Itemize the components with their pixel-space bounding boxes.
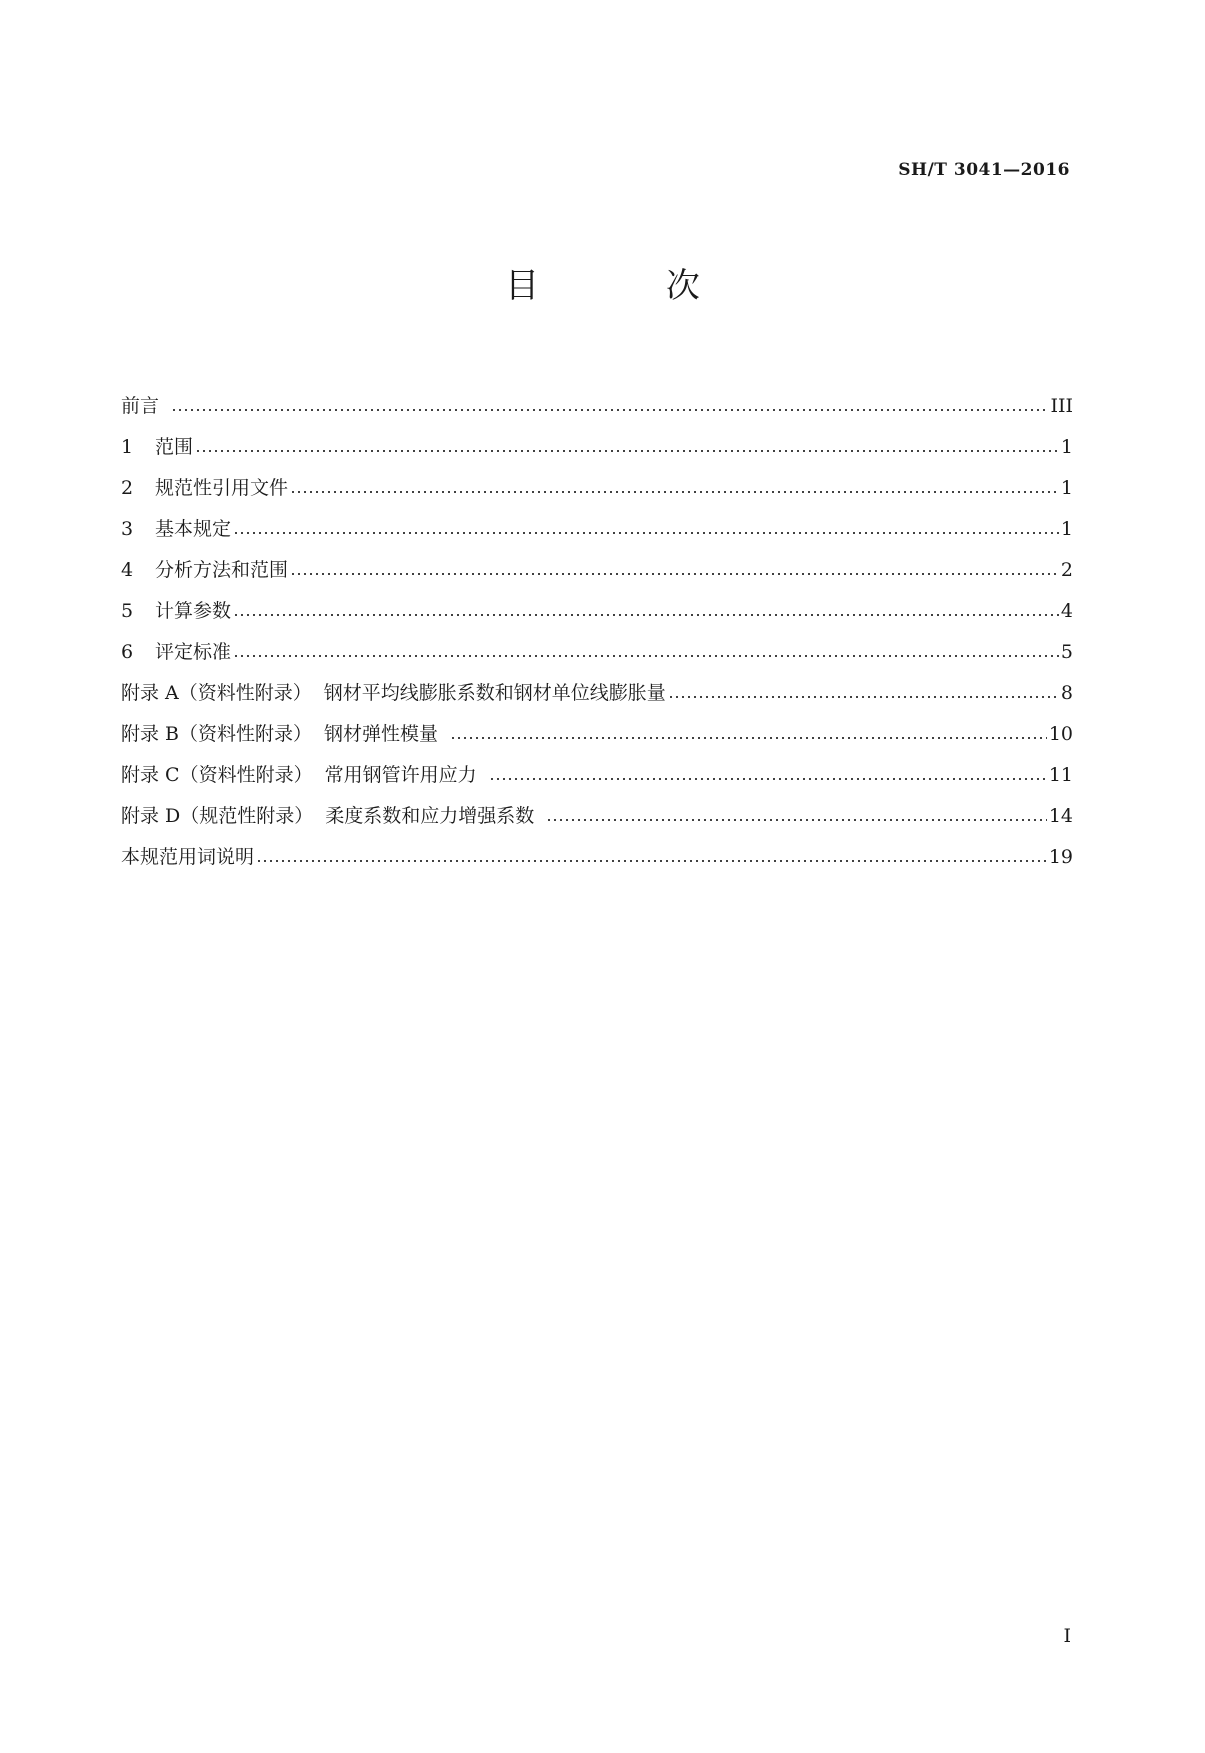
- toc-entry-wording-explanation[interactable]: [121, 837, 1073, 878]
- toc-entry-annex-label: 附录 A（资料性附录）: [121, 682, 312, 704]
- standard-code: SH/T 3041—2016: [898, 160, 1070, 180]
- toc-entry-annex-d[interactable]: [121, 796, 1073, 837]
- page-title: 目 次: [505, 266, 758, 306]
- toc-entry-title: 计算参数: [155, 600, 232, 622]
- dot-leader: [489, 777, 1047, 781]
- toc-entry-number: 1: [121, 436, 134, 458]
- toc-entry-page: 1: [1060, 518, 1073, 540]
- toc-entry-page: 8: [1060, 682, 1073, 704]
- dot-leader: [171, 408, 1048, 412]
- dot-leader: [546, 818, 1047, 822]
- toc-entry-calculation-parameters[interactable]: [121, 591, 1073, 632]
- toc-entry-title: 规范性引用文件: [155, 477, 289, 499]
- toc-entry-annex-b[interactable]: [121, 714, 1073, 755]
- toc-entry-page: III: [1050, 395, 1073, 417]
- toc-entry-page: 2: [1060, 559, 1073, 581]
- toc-entry-page: 10: [1048, 723, 1073, 745]
- toc-entry-number: 6: [121, 641, 134, 663]
- toc-entry-title: 范围: [155, 436, 194, 458]
- toc-entry-page: 1: [1060, 436, 1073, 458]
- dot-leader: [233, 654, 1059, 658]
- toc-entry-page: 14: [1048, 805, 1073, 827]
- toc-entry-annex-label: 附录 D（规范性附录）: [121, 805, 314, 827]
- toc-entry-title: 基本规定: [155, 518, 232, 540]
- toc-entry-number: 4: [121, 559, 134, 581]
- page-number: I: [1063, 1625, 1071, 1647]
- toc-entry-page: 1: [1060, 477, 1073, 499]
- dot-leader: [668, 695, 1059, 699]
- dot-leader: [233, 613, 1059, 617]
- toc-entry-title: 本规范用词说明: [121, 846, 255, 868]
- toc-entry-evaluation-criteria[interactable]: [121, 632, 1073, 673]
- dot-leader: [256, 859, 1047, 863]
- toc-entry-title: 钢材弹性模量: [324, 723, 439, 745]
- toc-entry-basic-requirements[interactable]: [121, 509, 1073, 550]
- toc-entry-annex-a[interactable]: [121, 673, 1073, 714]
- toc-entry-page: 4: [1060, 600, 1073, 622]
- toc-entry-foreword[interactable]: [121, 386, 1073, 427]
- toc-entry-scope[interactable]: [121, 427, 1073, 468]
- table-of-contents: [121, 386, 1073, 878]
- toc-entry-annex-c[interactable]: [121, 755, 1073, 796]
- dot-leader: [290, 490, 1059, 494]
- toc-entry-title: 柔度系数和应力增强系数: [325, 805, 535, 827]
- dot-leader: [233, 531, 1059, 535]
- toc-entry-annex-label: 附录 C（资料性附录）: [121, 764, 313, 786]
- toc-entry-number: 2: [121, 477, 134, 499]
- toc-entry-analysis-methods[interactable]: [121, 550, 1073, 591]
- toc-entry-page: 5: [1060, 641, 1073, 663]
- dot-leader: [450, 736, 1047, 740]
- toc-entry-title: 前言: [121, 395, 160, 417]
- dot-leader: [195, 449, 1059, 453]
- toc-entry-title: 常用钢管许用应力: [324, 764, 477, 786]
- toc-entry-title: 分析方法和范围: [155, 559, 289, 581]
- toc-entry-page: 11: [1048, 764, 1073, 786]
- dot-leader: [290, 572, 1059, 576]
- toc-entry-title: 钢材平均线膨胀系数和钢材单位线膨胀量: [323, 682, 666, 704]
- toc-entry-number: 5: [121, 600, 134, 622]
- toc-entry-normative-references[interactable]: [121, 468, 1073, 509]
- toc-entry-number: 3: [121, 518, 134, 540]
- toc-entry-title: 评定标准: [155, 641, 232, 663]
- toc-entry-annex-label: 附录 B（资料性附录）: [121, 723, 313, 745]
- toc-entry-page: 19: [1048, 846, 1073, 868]
